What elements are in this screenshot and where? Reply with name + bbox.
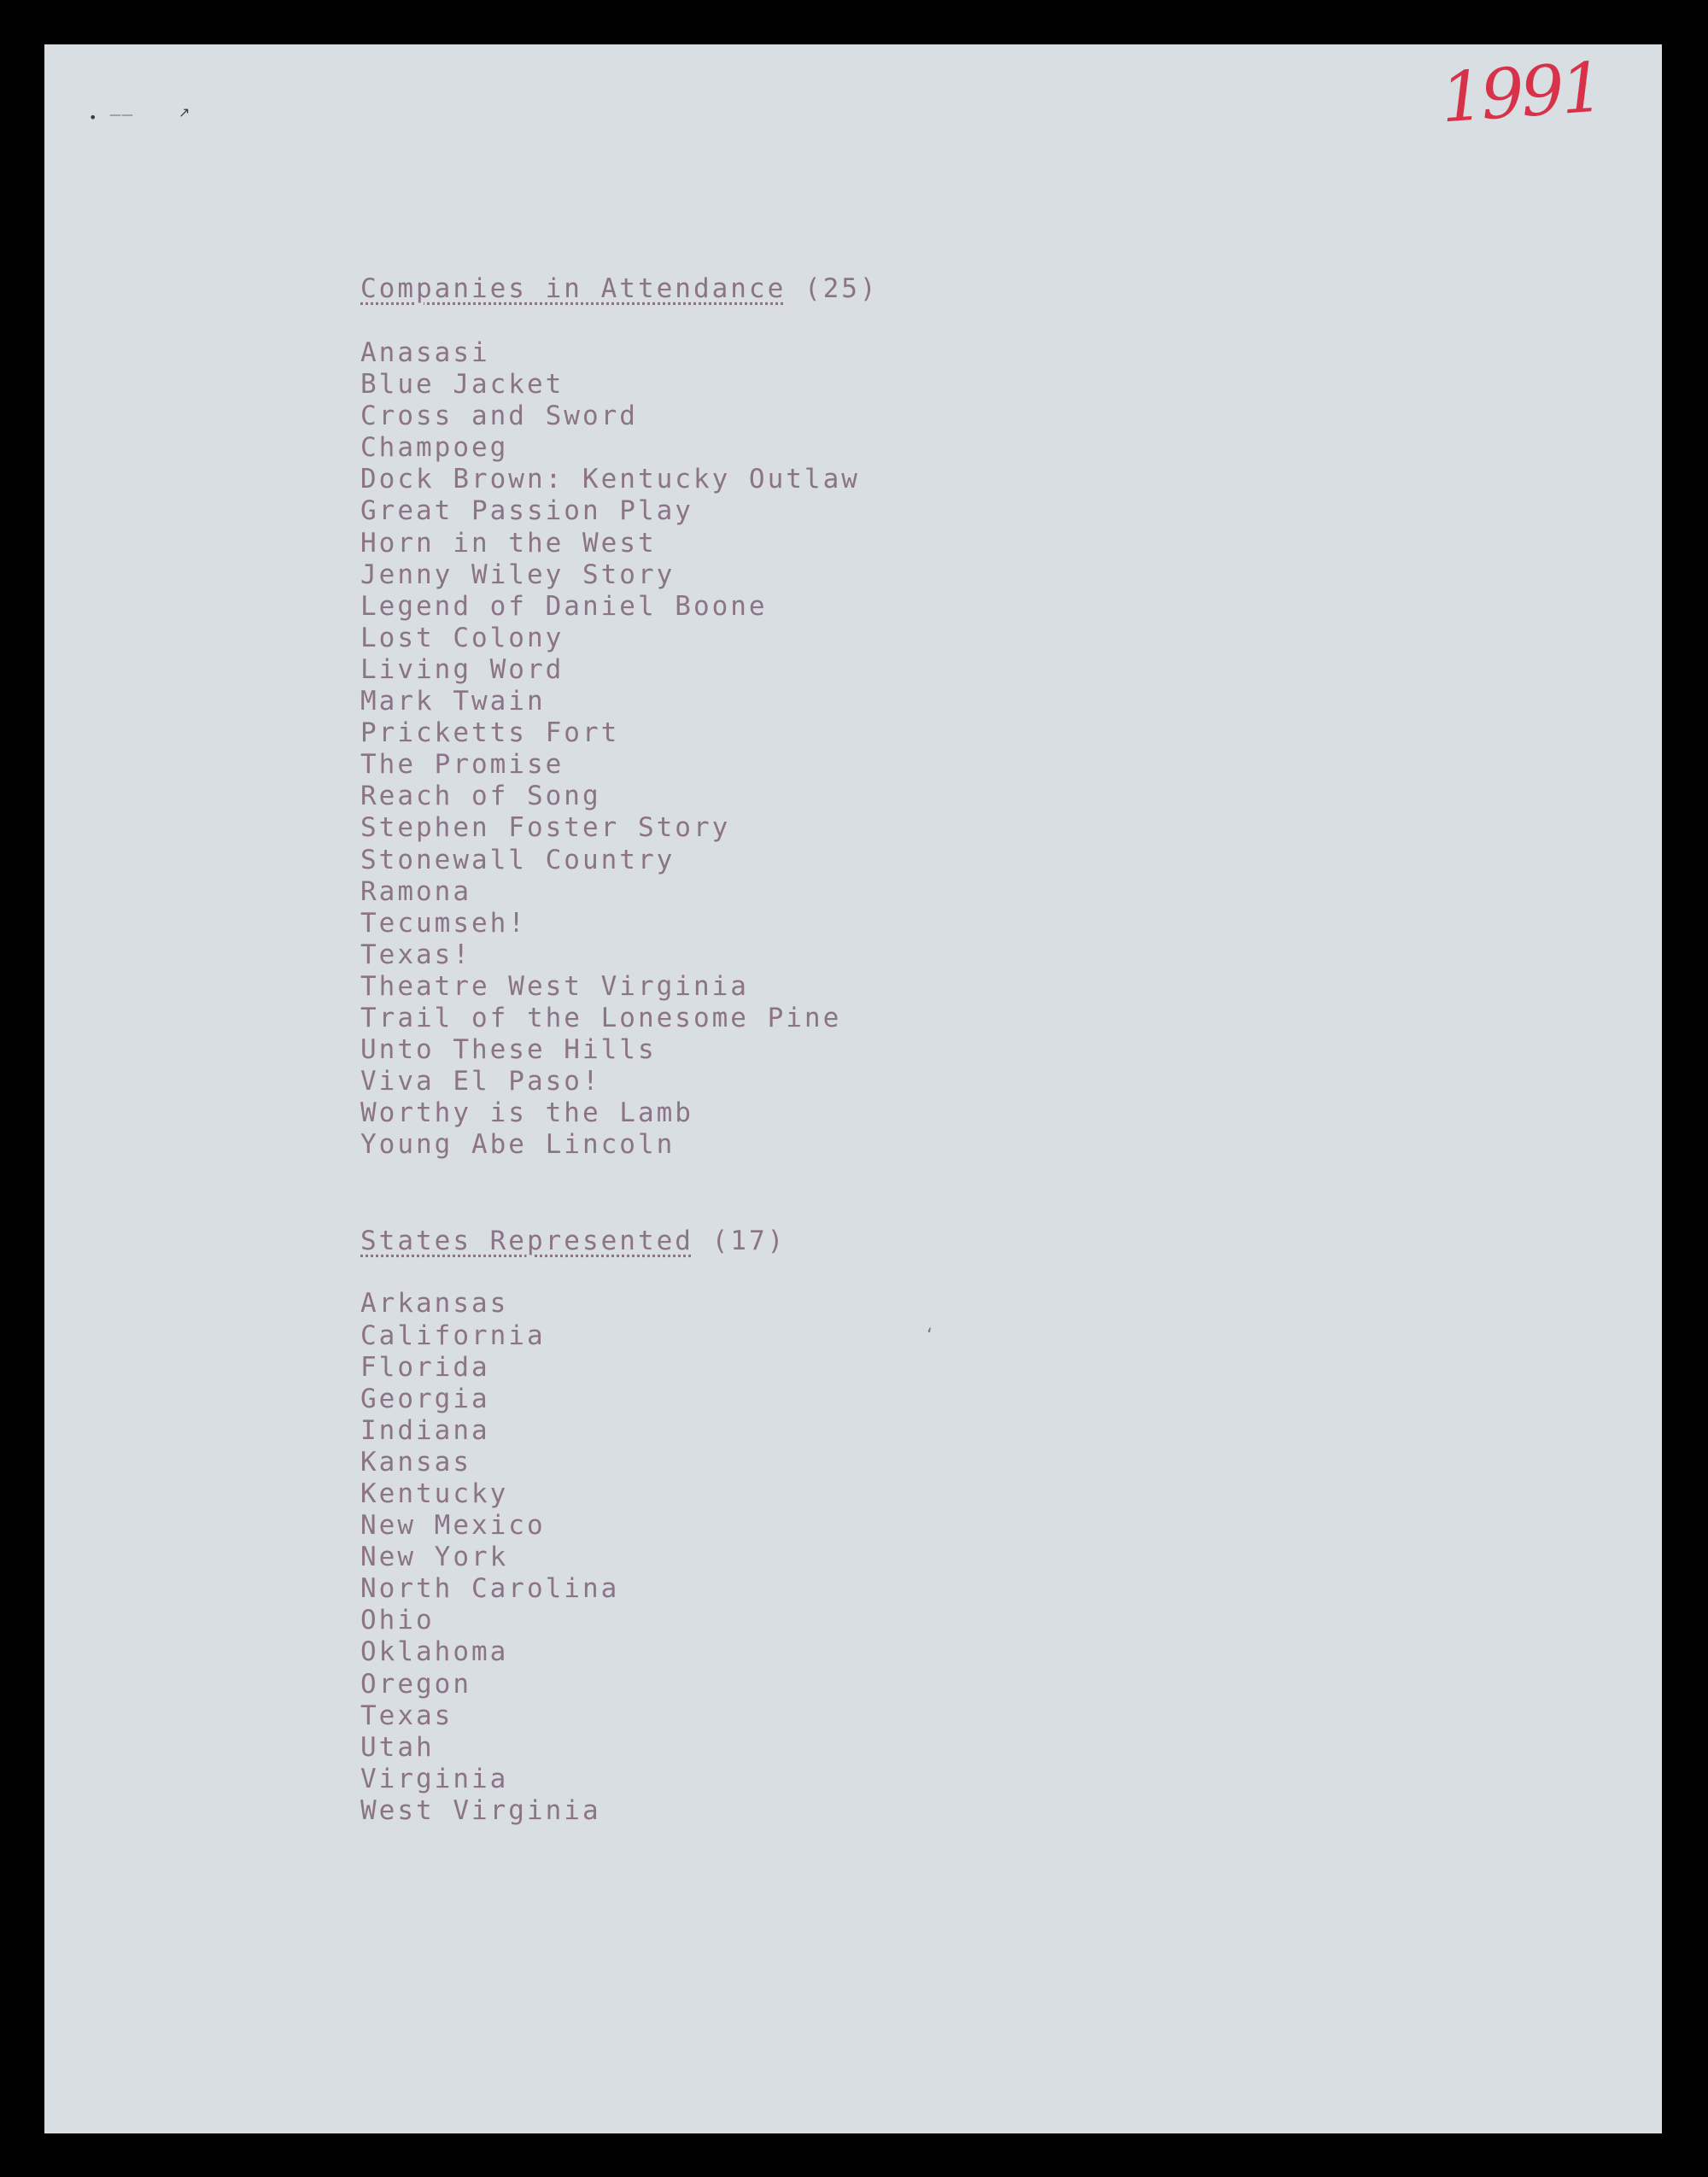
list-item: Texas [360,1700,453,1731]
list-item: Stonewall Country [360,844,676,875]
list-item: Blue Jacket [360,369,564,401]
list-item: Indiana [360,1414,490,1446]
list-item: Oklahoma [360,1636,509,1668]
document-page [44,44,1662,2133]
states-section [360,1226,879,1827]
list-item: Reach of Song [360,781,601,812]
list-item: Florida [360,1351,490,1383]
list-item: California [360,1320,546,1351]
list-item: Champoeg [360,432,509,464]
companies-heading [360,273,879,305]
companies-section [360,273,879,1161]
list-item: Great Passion Play [360,495,693,527]
stray-mark: ↗ [178,104,190,120]
list-item: Dock Brown: Kentucky Outlaw [360,464,860,495]
states-heading [360,1226,879,1257]
companies-list [360,337,879,1161]
document-body [360,273,879,1827]
list-item: Anasasi [360,337,490,368]
companies-heading-text: Companies in Attendance [360,273,787,304]
states-heading-text: States Represented [360,1226,693,1257]
list-item: Horn in the West [360,527,657,559]
list-item: Georgia [360,1383,490,1414]
states-list [360,1288,879,1827]
list-item: New Mexico [360,1510,546,1542]
stray-mark: —— [109,108,133,122]
list-item: Cross and Sword [360,401,638,432]
list-item: Arkansas [360,1288,509,1320]
list-item: West Virginia [360,1794,601,1826]
list-item: Virginia [360,1763,509,1794]
list-item: Texas! [360,939,471,970]
stray-mark: • [89,109,97,126]
list-item: Jenny Wiley Story [360,559,676,590]
list-item: Oregon [360,1668,471,1700]
list-item: Lost Colony [360,622,564,653]
list-item: Living Word [360,653,564,685]
list-item: New York [360,1542,509,1573]
companies-count: (25) [804,273,879,304]
list-item: Young Abe Lincoln [360,1129,676,1161]
list-item: Kentucky [360,1478,509,1509]
list-item: Utah [360,1731,435,1763]
list-item: Unto These Hills [360,1034,657,1066]
list-item: Theatre West Virginia [360,970,749,1002]
states-count: (17) [711,1226,787,1257]
list-item: Mark Twain [360,686,546,717]
handwritten-year: 1991 [1437,47,1604,138]
list-item: The Promise [360,749,564,781]
list-item: Pricketts Fort [360,717,620,749]
list-item: North Carolina [360,1573,620,1605]
list-item: Ohio [360,1605,435,1636]
list-item: Stephen Foster Story [360,812,731,844]
list-item: Viva El Paso! [360,1066,601,1097]
list-item: Trail of the Lonesome Pine [360,1002,842,1033]
list-item: Ramona [360,875,471,907]
list-item: Legend of Daniel Boone [360,590,768,622]
list-item: Tecumseh! [360,907,527,939]
list-item: Kansas [360,1446,471,1478]
list-item: Worthy is the Lamb [360,1097,693,1129]
stray-mark: ‘ [927,1326,933,1347]
